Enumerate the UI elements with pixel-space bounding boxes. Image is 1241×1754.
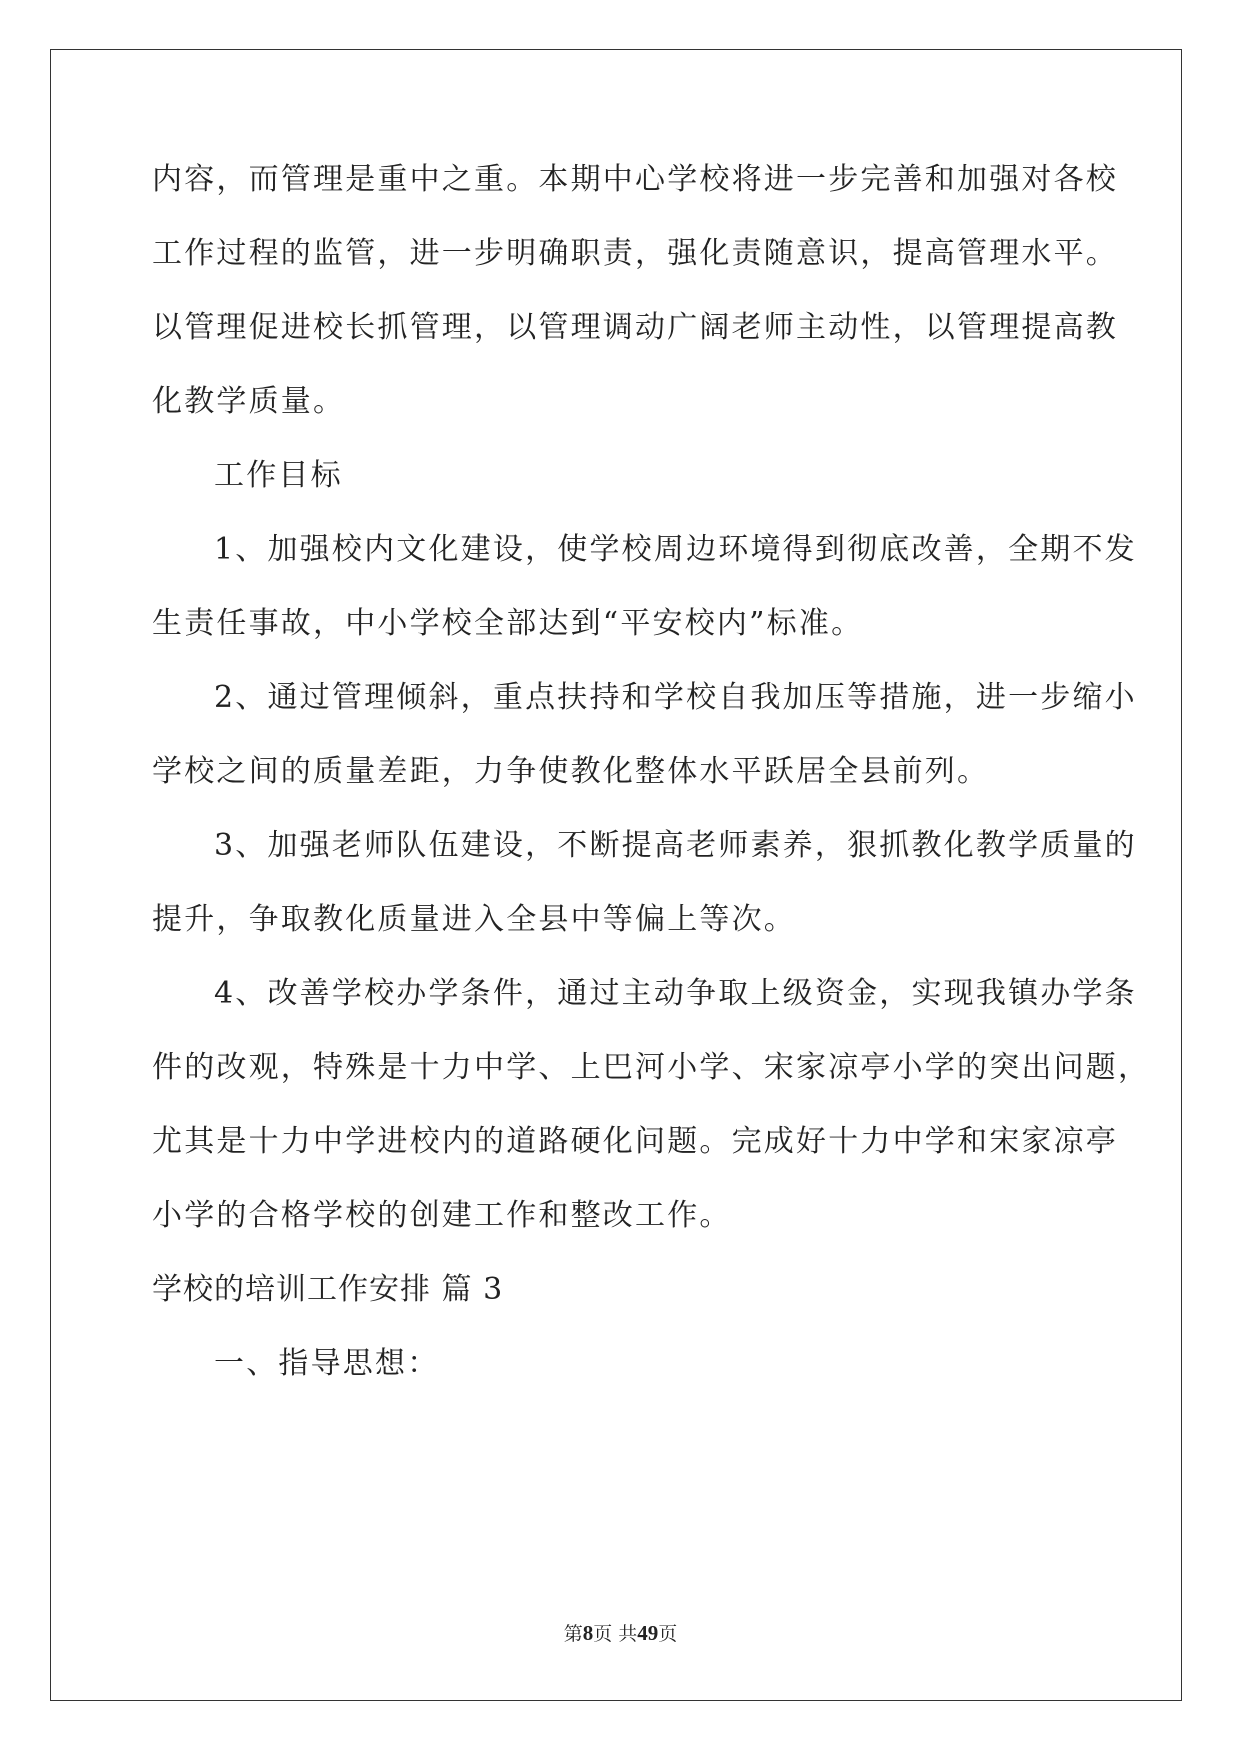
goal-item-1: 1、加强校内文化建设，使学校周边环境得到彻底改善，全期不发 xyxy=(214,532,1137,567)
goal-item-4: 4、改善学校办学条件，通过主动争取上级资金，实现我镇办学条 xyxy=(214,976,1137,1011)
goal-item-3: 3、加强老师队伍建设，不断提高老师素养，狠抓教化教学质量的 xyxy=(214,828,1137,863)
paragraph-line: 化教学质量。 xyxy=(152,384,346,419)
page-border xyxy=(50,49,1182,1701)
section-heading: 一、指导思想： xyxy=(214,1346,440,1381)
current-page-number: 8 xyxy=(582,1621,594,1645)
paragraph-line: 件的改观，特殊是十力中学、上巴河小学、宋家凉亭小学的突出问题， xyxy=(152,1050,1151,1085)
paragraph-line: 内容，而管理是重中之重。本期中心学校将进一步完善和加强对各校 xyxy=(152,162,1118,197)
footer-middle: 页 共 xyxy=(593,1623,638,1645)
section-heading: 工作目标 xyxy=(214,458,343,493)
total-page-count: 49 xyxy=(637,1621,659,1645)
paragraph-line: 学校之间的质量差距，力争使教化整体水平跃居全县前列。 xyxy=(152,754,990,789)
paragraph-line: 尤其是十力中学进校内的道路硬化问题。完成好十力中学和宋家凉亭 xyxy=(152,1124,1118,1159)
goal-item-2: 2、通过管理倾斜，重点扶持和学校自我加压等措施，进一步缩小 xyxy=(214,680,1137,715)
paragraph-line: 工作过程的监管，进一步明确职责，强化责随意识，提高管理水平。 xyxy=(152,236,1118,271)
paragraph-line: 以管理促进校长抓管理，以管理调动广阔老师主动性，以管理提高教 xyxy=(152,310,1118,345)
paragraph-line: 生责任事故，中小学校全部达到“平安校内”标准。 xyxy=(152,606,864,641)
footer-suffix: 页 xyxy=(658,1623,678,1645)
paragraph-line: 小学的合格学校的创建工作和整改工作。 xyxy=(152,1198,732,1233)
page-footer xyxy=(0,1621,1241,1646)
paragraph-line: 提升，争取教化质量进入全县中等偏上等次。 xyxy=(152,902,796,937)
footer-prefix: 第 xyxy=(563,1623,583,1645)
article-title: 学校的培训工作安排 篇 3 xyxy=(152,1272,504,1307)
